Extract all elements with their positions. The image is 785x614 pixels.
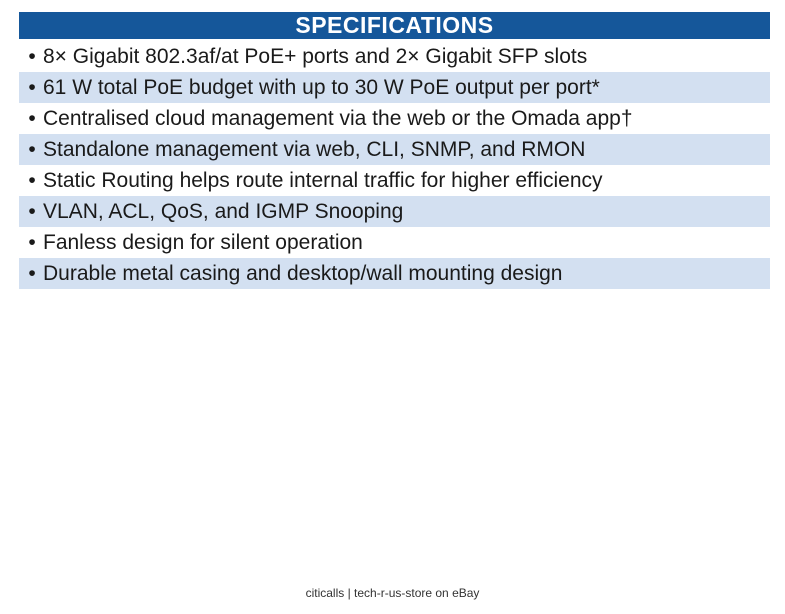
- bullet-icon: •: [28, 75, 36, 99]
- bullet-icon: •: [28, 199, 36, 223]
- specifications-rows: [19, 39, 770, 289]
- spec-text: VLAN, ACL, QoS, and IGMP Snooping: [43, 199, 404, 223]
- specifications-table: [19, 12, 770, 289]
- spec-text: Centralised cloud management via the web or the Omada app†: [43, 106, 633, 130]
- spec-text: 61 W total PoE budget with up to 30 W PoE output per port*: [43, 75, 600, 99]
- spec-row: [19, 41, 770, 72]
- spec-row: [19, 103, 770, 134]
- bullet-icon: •: [28, 168, 36, 192]
- footer-attribution: citicalls | tech-r-us-store on eBay: [305, 586, 480, 600]
- spec-row: [19, 165, 770, 196]
- bullet-icon: •: [28, 261, 36, 285]
- spec-text: 8× Gigabit 802.3af/at PoE+ ports and 2× Gigabit SFP slots: [43, 44, 588, 68]
- bullet-icon: •: [28, 106, 36, 130]
- spec-text: Static Routing helps route internal traffic for higher efficiency: [43, 168, 603, 192]
- spec-text: Fanless design for silent operation: [43, 230, 363, 254]
- spec-text: Standalone management via web, CLI, SNMP, and RMON: [43, 137, 586, 161]
- spec-row: [19, 196, 770, 227]
- bullet-icon: •: [28, 44, 36, 68]
- spec-row: [19, 134, 770, 165]
- spec-text: Durable metal casing and desktop/wall mounting design: [43, 261, 563, 285]
- bullet-icon: •: [28, 230, 36, 254]
- spec-row: [19, 258, 770, 289]
- specifications-header: SPECIFICATIONS: [19, 12, 770, 39]
- spec-row: [19, 72, 770, 103]
- spec-row: [19, 227, 770, 258]
- bullet-icon: •: [28, 137, 36, 161]
